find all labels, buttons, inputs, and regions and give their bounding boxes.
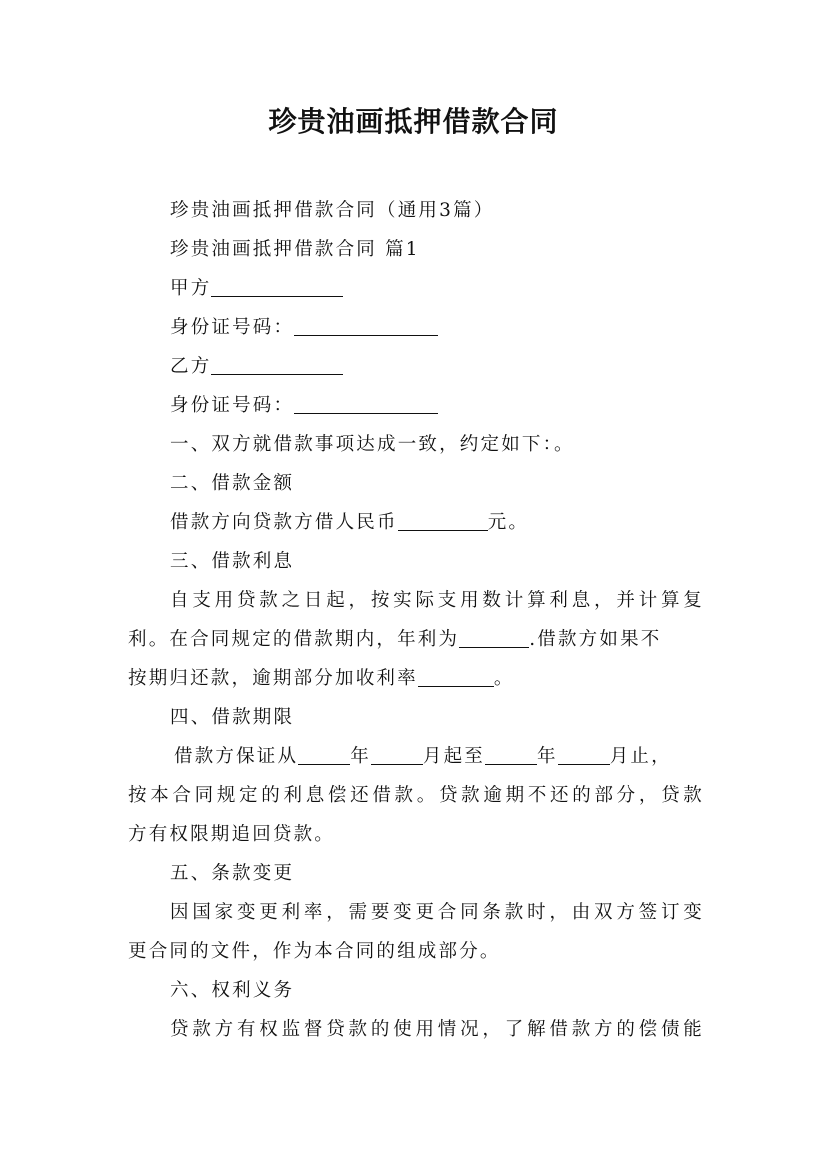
section-heading: [170, 231, 420, 269]
term-text-1c: 月起至: [422, 746, 486, 767]
clause-3-text: 三、借款利息: [170, 551, 295, 572]
interest-line-3: [128, 660, 515, 698]
interest-text-2b: .借款方如果不: [529, 629, 662, 650]
term-text-1e: 月止，: [609, 746, 672, 767]
document-title: 珍贵油画抵押借款合同: [268, 105, 559, 138]
id-b-line: [170, 387, 438, 425]
term-text-1d: 年: [537, 746, 558, 767]
amount-blank: [398, 510, 488, 531]
clause-1: [170, 426, 575, 464]
interest-text-1: 自支用贷款之日起，按实际支用数计算利息，并计算复: [170, 590, 704, 611]
subtitle: [170, 192, 494, 230]
rights-line-1: [170, 1011, 704, 1049]
clause-4-text: 四、借款期限: [170, 707, 295, 728]
amount-text-a: 借款方向贷款方借人民币: [170, 512, 398, 533]
subtitle-text: 珍贵油画抵押借款合同（通用3篇）: [170, 200, 495, 221]
end-month-blank: [558, 744, 610, 765]
change-line-2: [128, 933, 501, 971]
term-text-2: 按本合同规定的利息偿还借款。贷款逾期不还的部分，贷款: [128, 785, 704, 806]
change-text-2: 更合同的文件，作为本合同的组成部分。: [128, 941, 501, 962]
clause-2-text: 二、借款金额: [170, 473, 295, 494]
id-b-label: 身份证号码：: [170, 395, 295, 416]
amount-line: [170, 504, 529, 542]
interest-rate-blank: [459, 627, 529, 648]
id-b-blank: [294, 393, 438, 414]
id-a-blank: [294, 315, 438, 336]
term-text-1a: 借款方保证从: [174, 746, 299, 767]
start-month-blank: [371, 744, 423, 765]
term-line-2: [128, 777, 704, 815]
party-b-label: 乙方: [170, 356, 212, 377]
party-a-label: 甲方: [170, 278, 212, 299]
term-text-1b: 年: [350, 746, 371, 767]
amount-text-b: 元。: [487, 512, 530, 533]
clause-5-text: 五、条款变更: [170, 863, 295, 884]
clause-3-heading: [170, 543, 294, 581]
penalty-rate-blank: [418, 666, 494, 687]
section-heading-text: 珍贵油画抵押借款合同 篇1: [170, 239, 420, 260]
party-b-line: [170, 348, 343, 386]
interest-line-1: [170, 582, 704, 620]
interest-text-3b: 。: [493, 668, 515, 689]
end-year-blank: [485, 744, 537, 765]
party-a-line: [170, 270, 343, 308]
clause-4-heading: [170, 699, 294, 737]
clause-6-heading: [170, 972, 294, 1010]
clause-5-heading: [170, 855, 294, 893]
term-line-3: [128, 816, 335, 854]
interest-line-2: [128, 621, 661, 659]
change-text-1: 因国家变更利率，需要变更合同条款时，由双方签订变: [170, 902, 704, 923]
party-a-blank: [211, 276, 343, 297]
start-year-blank: [298, 744, 350, 765]
clause-6-text: 六、权利义务: [170, 980, 295, 1001]
term-text-3: 方有权限期追回贷款。: [128, 824, 336, 845]
interest-text-3a: 按期归还款，逾期部分加收利率: [128, 668, 418, 689]
id-a-line: [170, 309, 438, 347]
clause-2-heading: [170, 465, 294, 503]
change-line-1: [170, 894, 704, 932]
id-a-label: 身份证号码：: [170, 317, 295, 338]
clause-1-text: 一、双方就借款事项达成一致，约定如下：。: [170, 434, 575, 455]
rights-text-1: 贷款方有权监督贷款的使用情况，了解借款方的偿债能: [170, 1019, 704, 1040]
interest-text-2a: 利。在合同规定的借款期内，年利为: [128, 629, 460, 650]
term-line-1: [174, 738, 672, 776]
party-b-blank: [211, 354, 343, 375]
